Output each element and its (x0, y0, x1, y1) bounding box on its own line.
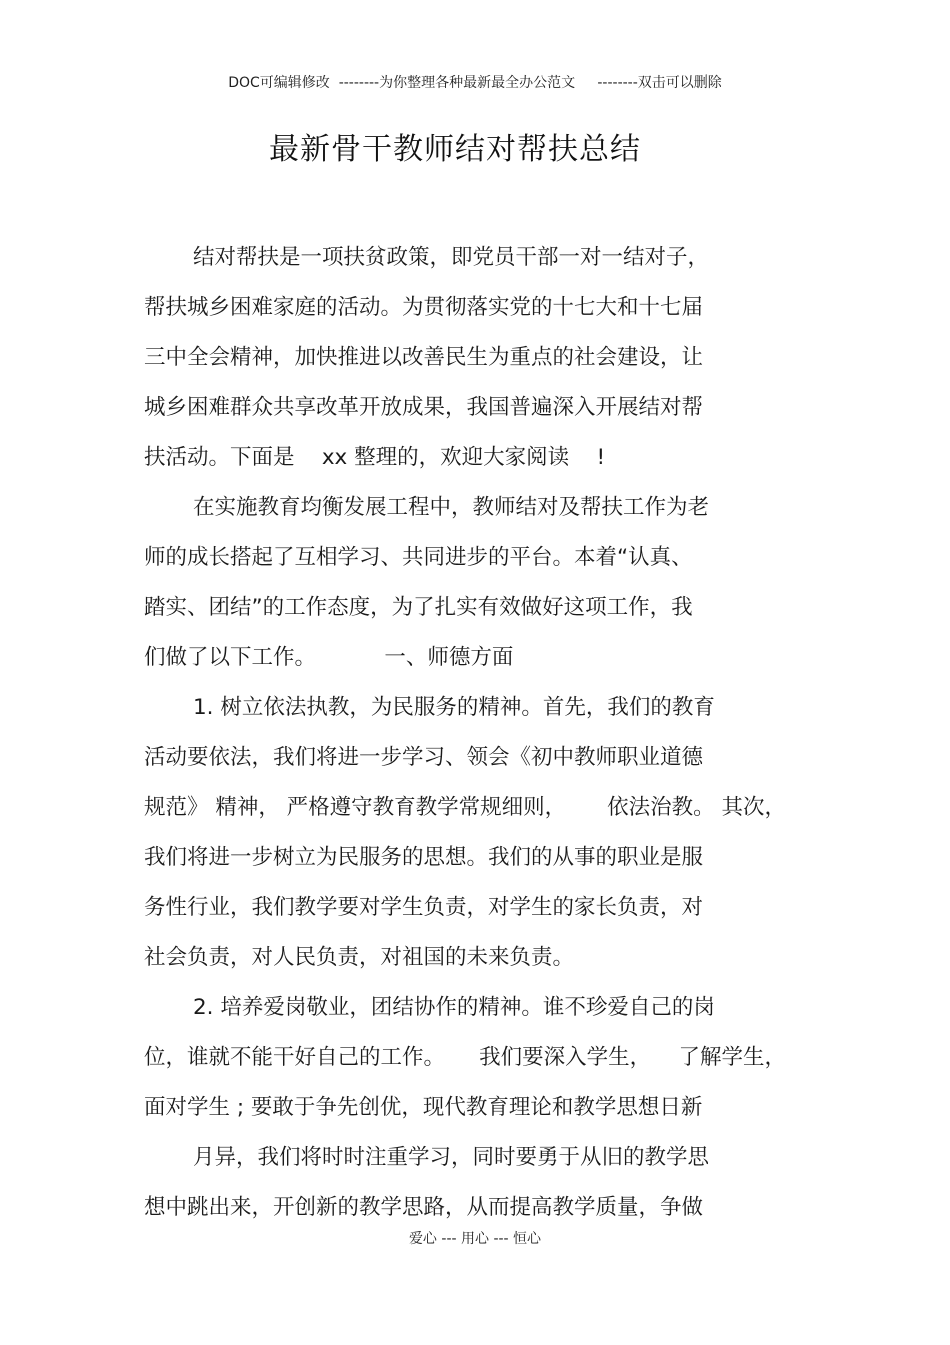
body-line: 结对帮扶是一项扶贫政策，即党员干部一对一结对子， (193, 245, 710, 270)
body-line: 月异，我们将时时注重学习，同时要勇于从旧的教学思 (193, 1145, 710, 1170)
page-header-note: DOC可编辑修改 --------为你整理各种最新最全办公范文 --------双击可以删除 (228, 75, 722, 91)
body-line: 2. 培养爱岗敬业，团结协作的精神。谁不珍爱自己的岗 (193, 995, 715, 1020)
body-line: 社会负责，对人民负责，对祖国的未来负责。 (144, 945, 575, 970)
document-title: 最新骨干教师结对帮扶总结 (269, 132, 641, 167)
body-line: 活动要依法，我们将进一步学习、领会《初中教师职业道德 (144, 745, 704, 770)
body-line: 帮扶城乡困难家庭的活动。为贯彻落实党的十七大和十七届 (144, 295, 704, 320)
body-line: 踏实、团结”的工作态度，为了扎实有效做好这项工作，我 (144, 595, 693, 620)
body-line: 想中跳出来，开创新的教学思路，从而提高教学质量，争做 (144, 1195, 704, 1220)
body-line: 扶活动。下面是 xx 整理的，欢迎大家阅读 ! (144, 445, 606, 470)
body-line: 面对学生 ; 要敢于争先创优，现代教育理论和教学思想日新 (144, 1095, 703, 1120)
body-line: 务性行业，我们教学要对学生负责，对学生的家长负责，对 (144, 895, 704, 920)
body-line: 在实施教育均衡发展工程中，教师结对及帮扶工作为老 (193, 495, 710, 520)
page-footer-note: 爱心 --- 用心 --- 恒心 (408, 1231, 542, 1247)
body-line: 位，谁就不能干好自己的工作。 我们要深入学生， 了解学生， (144, 1045, 787, 1070)
body-line: 三中全会精神，加快推进以改善民生为重点的社会建设，让 (144, 345, 704, 370)
body-line: 们做了以下工作。 一、师德方面 (144, 645, 514, 670)
body-line: 我们将进一步树立为民服务的思想。我们的从事的职业是服 (144, 845, 704, 870)
body-line: 师的成长搭起了互相学习、共同进步的平台。本着“认真、 (144, 545, 693, 570)
body-line: 城乡困难群众共享改革开放成果，我国普遍深入开展结对帮 (144, 395, 704, 420)
body-line: 规范》 精神， 严格遵守教育教学常规细则， 依法治教。 其次， (144, 795, 787, 820)
body-line: 1. 树立依法执教，为民服务的精神。首先，我们的教育 (193, 695, 715, 720)
